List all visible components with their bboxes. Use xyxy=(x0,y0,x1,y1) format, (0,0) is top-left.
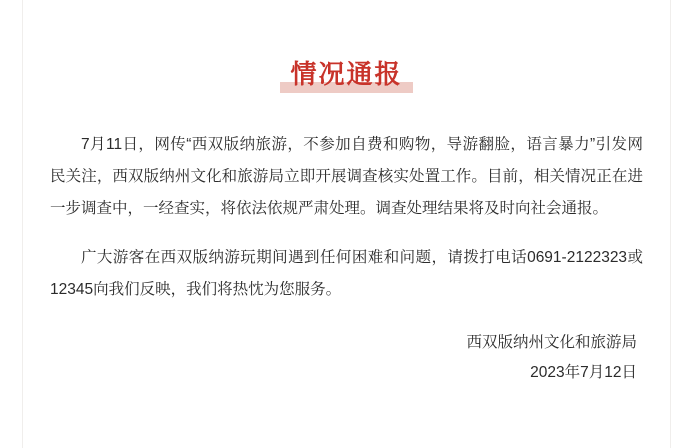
signature-block xyxy=(50,328,643,388)
signature-organization: 西双版纳州文化和旅游局 xyxy=(466,333,637,351)
signature-date: 2023年7月12日 xyxy=(530,364,637,382)
title-container xyxy=(50,0,643,95)
document-title-text: 情况通报 xyxy=(290,59,403,89)
document-content xyxy=(22,0,671,448)
document-title xyxy=(280,52,412,95)
paragraph-1: 7月11日，网传“西双版纳旅游，不参加自费和购物，导游翻脸，语言暴力”引发网民关注，西双版纳州文化和旅游局立即开展调查核实处置工作。目前，相关情况正在进一步调查中，一经查实，将依法依规严肃处理。调查处理结果将及时向社会通报。 xyxy=(50,136,643,217)
paragraph-2: 广大游客在西双版纳游玩期间遇到任何困难和问题，请拨打电话0691-2122323或12345向我们反映，我们将热忱为您服务。 xyxy=(50,249,643,299)
document-body xyxy=(50,129,643,306)
